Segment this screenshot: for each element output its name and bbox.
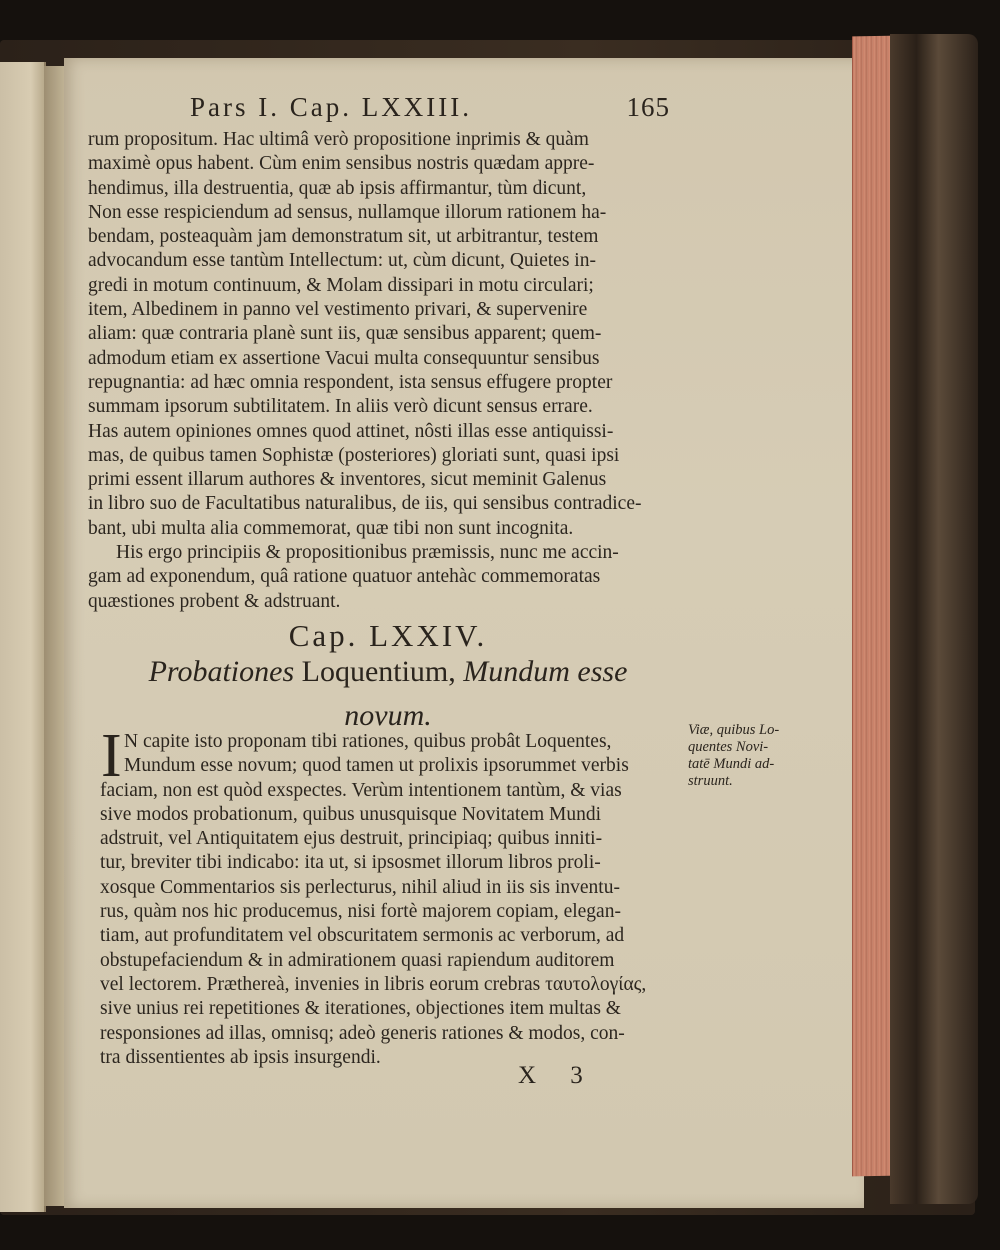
text-line: xosque Commentarios sis perlecturus, nihil aliud in iis sis inventu-: [100, 876, 620, 898]
text-line: His ergo principiis & propositionibus præmissis, nunc me accin-: [116, 542, 619, 564]
text-line: bendam, posteaquàm jam demonstratum sit, ut arbitrantur, testem: [88, 226, 599, 248]
text-line: sive unius rei repetitiones & iterationes, objectiones item multas &: [100, 998, 621, 1020]
signature-mark: X 3: [518, 1062, 597, 1089]
text-line: gredi in motum continuum, & Molam dissipari in motu circulari;: [88, 274, 594, 296]
chapter-title: [88, 650, 688, 738]
text-line: summam ipsorum subtilitatem. In aliis verò dicunt sensus errare.: [88, 396, 593, 418]
chapter-title-part: novum.: [344, 699, 432, 732]
text-line: primi essent illarum authores & inventores, sicut meminit Galenus: [88, 469, 607, 491]
text-line: repugnantia: ad hæc omnia respondent, ista sensus effugere propter: [88, 371, 613, 393]
margin-note-line: tatē Mundi ad-: [688, 756, 775, 772]
chapter-title-part: Mundum esse: [463, 655, 628, 688]
text-line: tra dissentientes ab ipsis insurgendi.: [100, 1046, 381, 1068]
left-page-edge: [0, 62, 46, 1212]
chapter-heading: Cap. LXXIV.: [288, 618, 488, 653]
text-line: adstruit, vel Antiquitatem ejus destruit, principiaq; quibus inniti-: [100, 828, 603, 850]
book-gutter: [44, 66, 66, 1206]
text-line: rus, quàm nos hic producemus, nisi fortè majorem copiam, elegan-: [100, 901, 621, 923]
running-head: [190, 92, 670, 123]
text-line: rum propositum. Hac ultimâ verò propositione inprimis & quàm: [88, 129, 589, 150]
text-line: hendimus, illa destruentia, quæ ab ipsis affirmantur, tùm dicunt,: [88, 177, 587, 199]
book-binding: [890, 34, 978, 1204]
paragraph-1: [88, 128, 688, 614]
text-line: gam ad exponendum, quâ ratione quatuor antehàc commemoratas: [88, 566, 601, 588]
text-line: Non esse respiciendum ad sensus, nullamque illorum rationem ha-: [88, 201, 607, 223]
text-line: aliam: quæ contraria planè sunt iis, quæ sensibus apparent; quem-: [88, 323, 602, 345]
text-line: quæstiones probent & adstruant.: [88, 590, 341, 612]
text-line: in libro suo de Facultatibus naturalibus, de iis, qui sensibus contradice-: [88, 493, 642, 515]
text-line: advocandum esse tantùm Intellectum: ut, cùm dicunt, Quietes in-: [88, 250, 596, 272]
text-line: Mundum esse novum; quod tamen ut prolixis ipsorummet verbis: [124, 755, 629, 777]
chapter-title-line-1: [88, 650, 688, 694]
chapter-title-part: Probationes: [148, 655, 295, 688]
drop-cap: I: [101, 722, 122, 790]
margin-note-line: struunt.: [688, 773, 733, 789]
text-line: obstupefaciendum & in admirationem quasi rapiendum auditorem: [100, 949, 615, 971]
margin-note-line: quentes Novi-: [688, 739, 769, 755]
text-line: mas, de quibus tamen Sophistæ (posteriores) gloriati sunt, quasi ipsi: [88, 444, 620, 466]
text-line: maximè opus habent. Cùm enim sensibus nostris quædam appre-: [88, 153, 595, 175]
chapter-body: [100, 722, 690, 1070]
text-line: item, Albedinem in panno vel vestimento privari, & supervenire: [88, 299, 588, 321]
chapter-title-part: Loquentium,: [294, 655, 464, 688]
text-line: responsiones ad illas, omnisq; adeò generis rationes & modos, con-: [100, 1022, 625, 1044]
text-line: tur, breviter tibi indicabo: ita ut, si ipsosmet illorum libros proli-: [100, 852, 601, 874]
running-head-title: Pars I. Cap. LXXIII.: [190, 92, 472, 122]
text-line: tiam, aut profunditatem vel obscuritatem sermonis ac verborum, ad: [100, 925, 625, 947]
text-line: bant, ubi multa alia commemorat, quæ tibi non sunt incognita.: [88, 517, 574, 539]
margin-note: [688, 722, 800, 790]
text-line: admodum etiam ex assertione Vacui multa consequuntur sensibus: [88, 347, 600, 369]
text-line: N capite isto proponam tibi rationes, quibus probât Loquentes,: [124, 731, 612, 752]
text-line: Has autem opiniones omnes quod attinet, nôsti illas esse antiquissi-: [88, 420, 614, 442]
margin-note-line: Viæ, quibus Lo-: [688, 722, 780, 738]
text-line: vel lectorem. Præthereà, invenies in libris eorum crebras ταυτολογίας,: [100, 973, 647, 995]
page-edges: [852, 36, 893, 1177]
text-line: faciam, non est quòd exspectes. Verùm intentionem tantùm, & vias: [100, 779, 622, 801]
page-number: 165: [626, 92, 670, 122]
text-line: sive modos probationum, quibus unusquisque Novitatem Mundi: [100, 803, 602, 825]
